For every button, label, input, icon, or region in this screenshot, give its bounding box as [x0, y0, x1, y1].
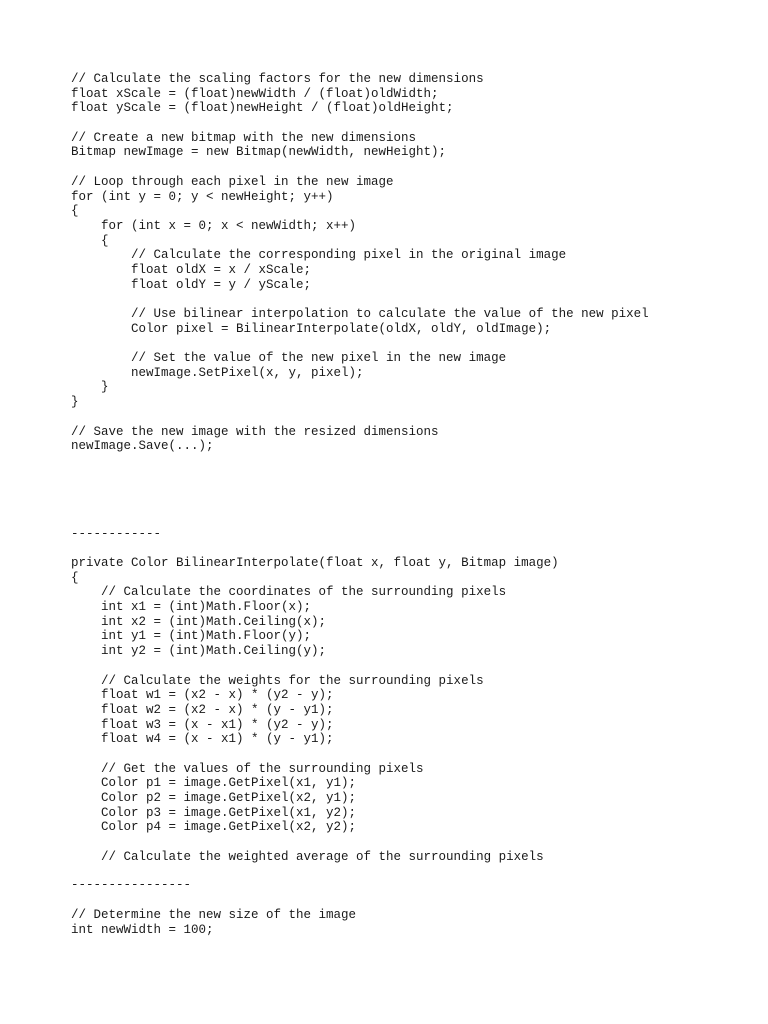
code-line: float oldY = y / yScale;	[71, 277, 312, 292]
code-line: // Calculate the weights for the surrounding pixels	[71, 673, 484, 688]
code-line: for (int x = 0; x < newWidth; x++)	[71, 218, 357, 233]
code-line: newImage.SetPixel(x, y, pixel);	[71, 365, 364, 380]
code-line: }	[71, 380, 109, 395]
blank-line	[71, 116, 649, 131]
code-line: int y1 = (int)Math.Floor(y);	[71, 629, 312, 644]
code-line: // Get the values of the surrounding pixels	[71, 761, 424, 776]
code-line: float w3 = (x - x1) * (y2 - y);	[71, 717, 334, 732]
code-line: }	[71, 395, 79, 410]
code-line: // Calculate the weighted average of the surrounding pixels	[71, 849, 544, 864]
code-line: // Calculate the coordinates of the surrounding pixels	[71, 585, 507, 600]
code-line: // Use bilinear interpolation to calculate the value of the new pixel	[71, 307, 649, 321]
code-line: float oldX = x / xScale;	[71, 262, 312, 277]
code-block-bilinear-interpolate	[71, 556, 559, 864]
code-line: Bitmap newImage = new Bitmap(newWidth, newHeight);	[71, 145, 447, 160]
code-line: float w1 = (x2 - x) * (y2 - y);	[71, 688, 334, 703]
blank-line	[71, 160, 649, 175]
code-line: int y2 = (int)Math.Ceiling(y);	[71, 644, 327, 659]
code-line: // Save the new image with the resized dimensions	[71, 424, 439, 439]
code-line: {	[71, 233, 109, 248]
separator-line	[71, 878, 191, 893]
blank-line	[71, 336, 649, 351]
code-line: int newWidth = 100;	[71, 922, 214, 937]
code-line: {	[71, 204, 79, 219]
code-line: private Color BilinearInterpolate(float x, float y, Bitmap image)	[71, 556, 559, 570]
code-line: Color p2 = image.GetPixel(x2, y1);	[71, 791, 357, 805]
blank-line	[71, 410, 649, 425]
code-line: float yScale = (float)newHeight / (float)oldHeight;	[71, 101, 454, 116]
code-line: float xScale = (float)newWidth / (float)oldWidth;	[71, 86, 439, 101]
blank-line	[71, 835, 559, 850]
code-block-new-size	[71, 908, 356, 937]
code-line: // Calculate the corresponding pixel in the original image	[71, 248, 567, 263]
code-line: Color p4 = image.GetPixel(x2, y2);	[71, 820, 357, 835]
code-line: // Set the value of the new pixel in the new image	[71, 351, 507, 366]
code-line: {	[71, 570, 79, 585]
code-line: float w2 = (x2 - x) * (y - y1);	[71, 702, 334, 717]
blank-line	[71, 659, 559, 674]
code-line: // Calculate the scaling factors for the new dimensions	[71, 72, 484, 86]
code-line: newImage.Save(...);	[71, 439, 214, 454]
code-line: for (int y = 0; y < newHeight; y++)	[71, 189, 334, 204]
code-line: float w4 = (x - x1) * (y - y1);	[71, 732, 334, 747]
code-line: Color p3 = image.GetPixel(x1, y2);	[71, 805, 357, 820]
blank-line	[71, 747, 559, 762]
separator-line	[71, 527, 161, 542]
code-line: int x2 = (int)Math.Ceiling(x);	[71, 614, 327, 629]
code-line: Color p1 = image.GetPixel(x1, y1);	[71, 776, 357, 791]
blank-line	[71, 292, 649, 307]
code-line: ----------------	[71, 878, 192, 892]
code-line: // Loop through each pixel in the new image	[71, 174, 394, 189]
code-line: ------------	[71, 527, 162, 541]
code-line: Color pixel = BilinearInterpolate(oldX, oldY, oldImage);	[71, 321, 552, 336]
code-line: // Create a new bitmap with the new dimensions	[71, 130, 417, 145]
code-line: int x1 = (int)Math.Floor(x);	[71, 600, 312, 615]
code-line: // Determine the new size of the image	[71, 908, 357, 922]
code-block-image-resize-loop	[71, 72, 649, 454]
